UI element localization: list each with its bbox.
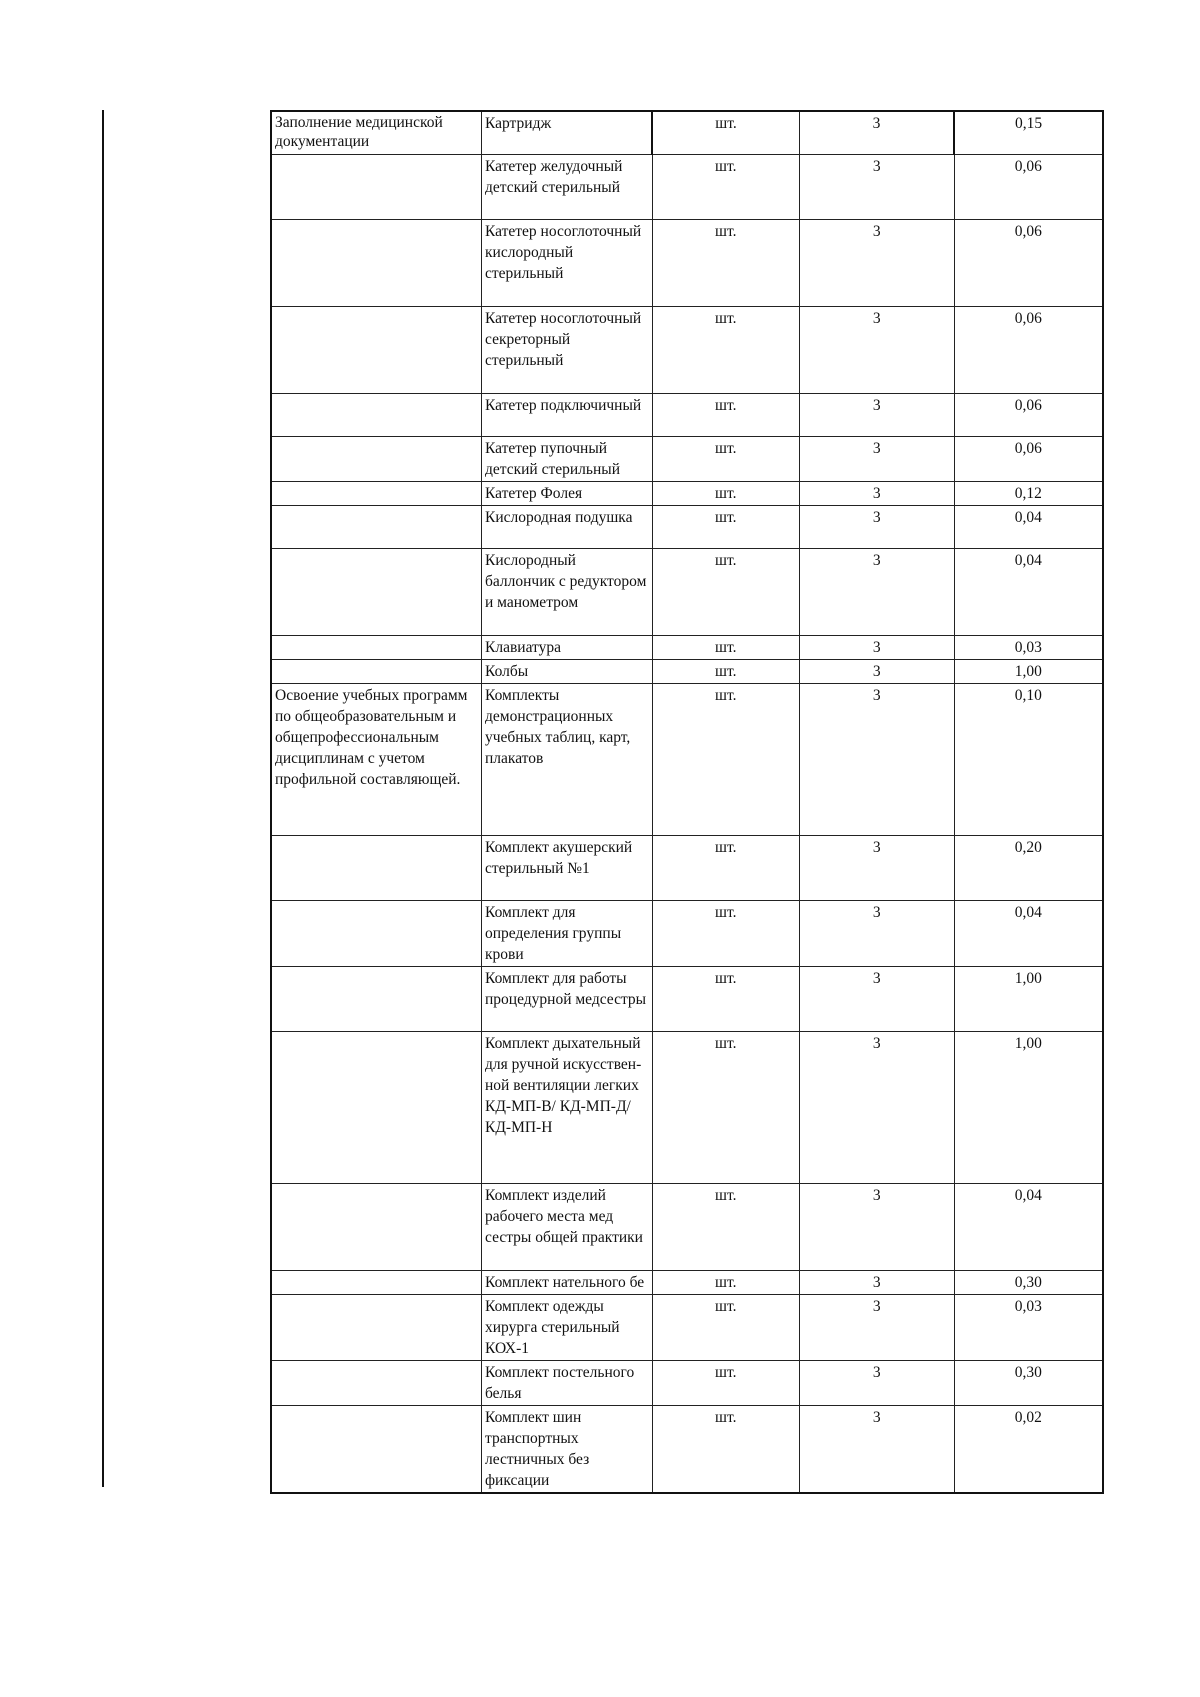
norm-cell: 1,00 — [954, 1031, 1103, 1183]
activity-cell — [271, 505, 482, 548]
quantity-cell: 3 — [800, 548, 955, 635]
table-row — [271, 154, 1103, 219]
table-row — [271, 111, 1103, 154]
norm-cell: 0,02 — [954, 1405, 1103, 1493]
activity-cell — [271, 1294, 482, 1360]
item-name-cell: Кислородная подушка — [482, 505, 653, 548]
quantity-cell: 3 — [800, 219, 955, 306]
quantity-cell: 3 — [800, 966, 955, 1031]
table-row — [271, 1294, 1103, 1360]
activity-cell — [271, 966, 482, 1031]
item-name-cell: Катетер носоглоточный секреторный стерильный — [482, 306, 653, 393]
quantity-cell: 3 — [800, 635, 955, 659]
norm-cell: 0,04 — [954, 1183, 1103, 1270]
table-row — [271, 481, 1103, 505]
item-name-cell: Комплект нательного бе — [482, 1270, 653, 1294]
quantity-cell: 3 — [800, 1294, 955, 1360]
unit-cell: шт. — [652, 1360, 800, 1405]
unit-cell: шт. — [652, 966, 800, 1031]
item-name-cell: Колбы — [482, 659, 653, 683]
item-name-cell: Картридж — [482, 111, 653, 154]
norm-cell: 0,20 — [954, 835, 1103, 900]
table-row — [271, 1405, 1103, 1493]
unit-cell: шт. — [652, 505, 800, 548]
norm-cell: 0,12 — [954, 481, 1103, 505]
item-name-cell: Клавиатура — [482, 635, 653, 659]
norm-cell: 0,15 — [954, 111, 1103, 154]
unit-cell: шт. — [652, 548, 800, 635]
norm-cell: 0,30 — [954, 1360, 1103, 1405]
quantity-cell: 3 — [800, 659, 955, 683]
norm-cell: 0,04 — [954, 505, 1103, 548]
unit-cell: шт. — [652, 481, 800, 505]
quantity-cell: 3 — [800, 393, 955, 436]
quantity-cell: 3 — [800, 481, 955, 505]
table-row — [271, 505, 1103, 548]
quantity-cell: 3 — [800, 1270, 955, 1294]
unit-cell: шт. — [652, 659, 800, 683]
norm-cell: 0,04 — [954, 900, 1103, 966]
table-row — [271, 548, 1103, 635]
unit-cell: шт. — [652, 1405, 800, 1493]
table-row — [271, 900, 1103, 966]
item-name-cell: Кислородный баллончик с редуктором и манометром — [482, 548, 653, 635]
table-row — [271, 659, 1103, 683]
table-row — [271, 306, 1103, 393]
table-row — [271, 436, 1103, 481]
activity-cell — [271, 1360, 482, 1405]
norm-cell: 0,06 — [954, 436, 1103, 481]
activity-cell — [271, 1405, 482, 1493]
unit-cell: шт. — [652, 393, 800, 436]
unit-cell: шт. — [652, 635, 800, 659]
unit-cell: шт. — [652, 900, 800, 966]
quantity-cell: 3 — [800, 306, 955, 393]
activity-cell — [271, 306, 482, 393]
activity-cell — [271, 548, 482, 635]
quantity-cell: 3 — [800, 111, 955, 154]
item-name-cell: Катетер пупочный детский стерильный — [482, 436, 653, 481]
item-name-cell: Комплект для работы процедурной медсестры — [482, 966, 653, 1031]
unit-cell: шт. — [652, 436, 800, 481]
activity-cell — [271, 1183, 482, 1270]
activity-cell — [271, 436, 482, 481]
table-row — [271, 1270, 1103, 1294]
norm-cell: 0,06 — [954, 306, 1103, 393]
unit-cell: шт. — [652, 219, 800, 306]
unit-cell: шт. — [652, 1294, 800, 1360]
item-name-cell: Комплект постельного белья — [482, 1360, 653, 1405]
quantity-cell: 3 — [800, 436, 955, 481]
activity-cell — [271, 393, 482, 436]
item-name-cell: Комплекты демонстрационных учебных таблиц, карт, плакатов — [482, 683, 653, 835]
table-row — [271, 393, 1103, 436]
norm-cell: 1,00 — [954, 659, 1103, 683]
item-name-cell: Комплект дыхательный для ручной искусствен-ной вентиляции легких КД-МП-В/ КД-МП-Д/ КД-МП-Н — [482, 1031, 653, 1183]
activity-cell — [271, 659, 482, 683]
activity-cell — [271, 635, 482, 659]
activity-cell — [271, 154, 482, 219]
table-row — [271, 835, 1103, 900]
norm-cell: 1,00 — [954, 966, 1103, 1031]
norm-cell: 0,04 — [954, 548, 1103, 635]
norm-cell: 0,10 — [954, 683, 1103, 835]
quantity-cell: 3 — [800, 505, 955, 548]
item-name-cell: Катетер желудочный детский стерильный — [482, 154, 653, 219]
quantity-cell: 3 — [800, 1360, 955, 1405]
table-row — [271, 683, 1103, 835]
item-name-cell: Комплект одежды хирурга стерильный КОХ-1 — [482, 1294, 653, 1360]
norm-cell: 0,03 — [954, 1294, 1103, 1360]
unit-cell: шт. — [652, 1183, 800, 1270]
activity-cell — [271, 900, 482, 966]
table-row — [271, 966, 1103, 1031]
table-row — [271, 219, 1103, 306]
item-name-cell: Комплект шин транспортных лестничных без фиксации — [482, 1405, 653, 1493]
activity-cell — [271, 1031, 482, 1183]
page-margin-rule — [102, 110, 104, 1487]
norm-cell: 0,30 — [954, 1270, 1103, 1294]
norm-cell: 0,03 — [954, 635, 1103, 659]
item-name-cell: Катетер подключичный — [482, 393, 653, 436]
item-name-cell: Катетер носоглоточный кислородный стерильный — [482, 219, 653, 306]
item-name-cell: Комплект акушерский стерильный №1 — [482, 835, 653, 900]
activity-cell — [271, 835, 482, 900]
unit-cell: шт. — [652, 154, 800, 219]
quantity-cell: 3 — [800, 900, 955, 966]
quantity-cell: 3 — [800, 154, 955, 219]
quantity-cell: 3 — [800, 1031, 955, 1183]
unit-cell: шт. — [652, 1031, 800, 1183]
quantity-cell: 3 — [800, 1405, 955, 1493]
norm-cell: 0,06 — [954, 393, 1103, 436]
quantity-cell: 3 — [800, 683, 955, 835]
table-row — [271, 1183, 1103, 1270]
item-name-cell: Катетер Фолея — [482, 481, 653, 505]
activity-cell — [271, 1270, 482, 1294]
table-row — [271, 1031, 1103, 1183]
unit-cell: шт. — [652, 1270, 800, 1294]
unit-cell: шт. — [652, 835, 800, 900]
unit-cell: шт. — [652, 111, 800, 154]
norm-cell: 0,06 — [954, 154, 1103, 219]
table-row — [271, 1360, 1103, 1405]
norm-cell: 0,06 — [954, 219, 1103, 306]
unit-cell: шт. — [652, 306, 800, 393]
quantity-cell: 3 — [800, 1183, 955, 1270]
activity-cell: Заполнение медицинской документации — [271, 111, 482, 154]
activity-cell — [271, 481, 482, 505]
item-name-cell: Комплект изделий рабочего места мед сестры общей практики — [482, 1183, 653, 1270]
activity-cell: Освоение учебных программ по общеобразовательным и общепрофессиональным дисциплинам с учетом профильной составляющей. — [271, 683, 482, 835]
supply-norms-table — [270, 110, 1104, 1494]
item-name-cell: Комплект для определения группы крови — [482, 900, 653, 966]
quantity-cell: 3 — [800, 835, 955, 900]
table-row — [271, 635, 1103, 659]
unit-cell: шт. — [652, 683, 800, 835]
activity-cell — [271, 219, 482, 306]
